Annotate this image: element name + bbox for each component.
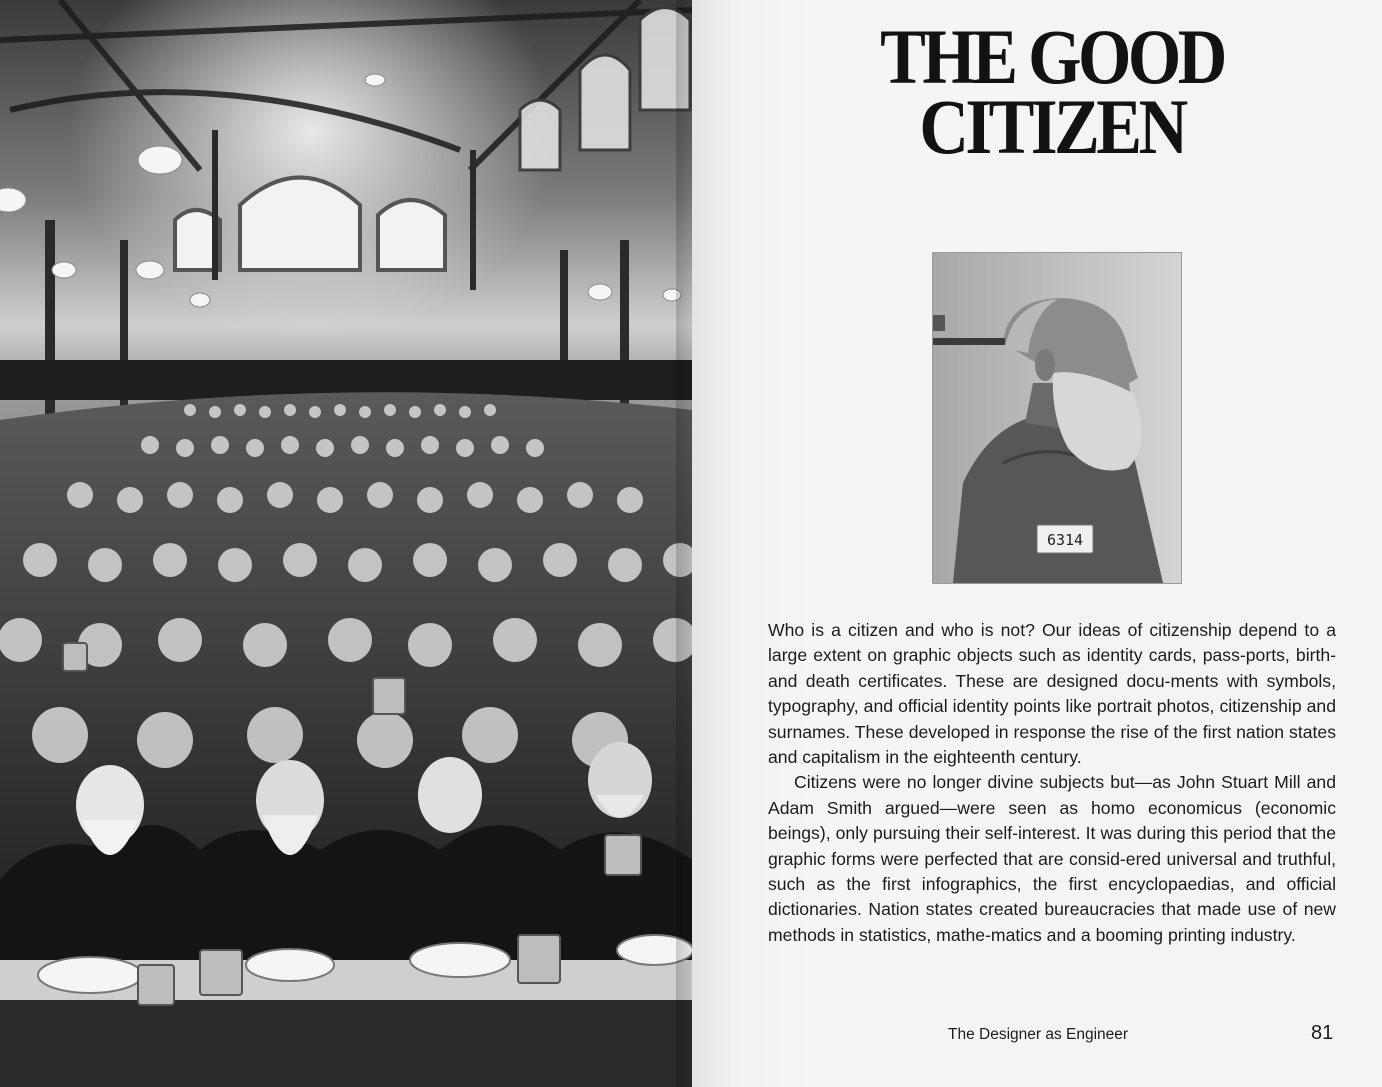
chapter-title-line-2: CITIZEN [919, 83, 1185, 170]
body-text [768, 618, 1336, 948]
paragraph-1: Who is a citizen and who is not? Our ideas of citizenship depend to a large extent on graphic objects such as identity cards, pass-ports, birth- and death certificates. These are designed docu-ments with symbols, typography, and official identity points like portrait photos, citizenship and surnames. These developed in response the rise of the first nation states and capitalism in the eighteenth century. [768, 620, 1336, 768]
right-page [692, 0, 1382, 1087]
paragraph-2: Citizens were no longer divine subjects but—as John Stuart Mill and Adam Smith argued—were seen as homo economicus (economic beings), only pursuing their self-interest. It was during this period that the graphic forms were perfected that are consid-ered universal and truthful, such as the first infographics, the first encyclopaedias, and official dictionaries. Nation states created bureaucracies that made use of new methods in statistics, mathe-matics and a booming printing industry. [768, 772, 1336, 945]
running-footer-title: The Designer as Engineer [948, 1026, 1129, 1043]
chapter-title-line-1: THE GOOD [880, 13, 1224, 100]
prisoner-portrait-photo [933, 253, 1181, 583]
badge-number: 6314 [1046, 531, 1084, 549]
page-number: 81 [1311, 1022, 1334, 1044]
chapter-title [867, 13, 1237, 170]
